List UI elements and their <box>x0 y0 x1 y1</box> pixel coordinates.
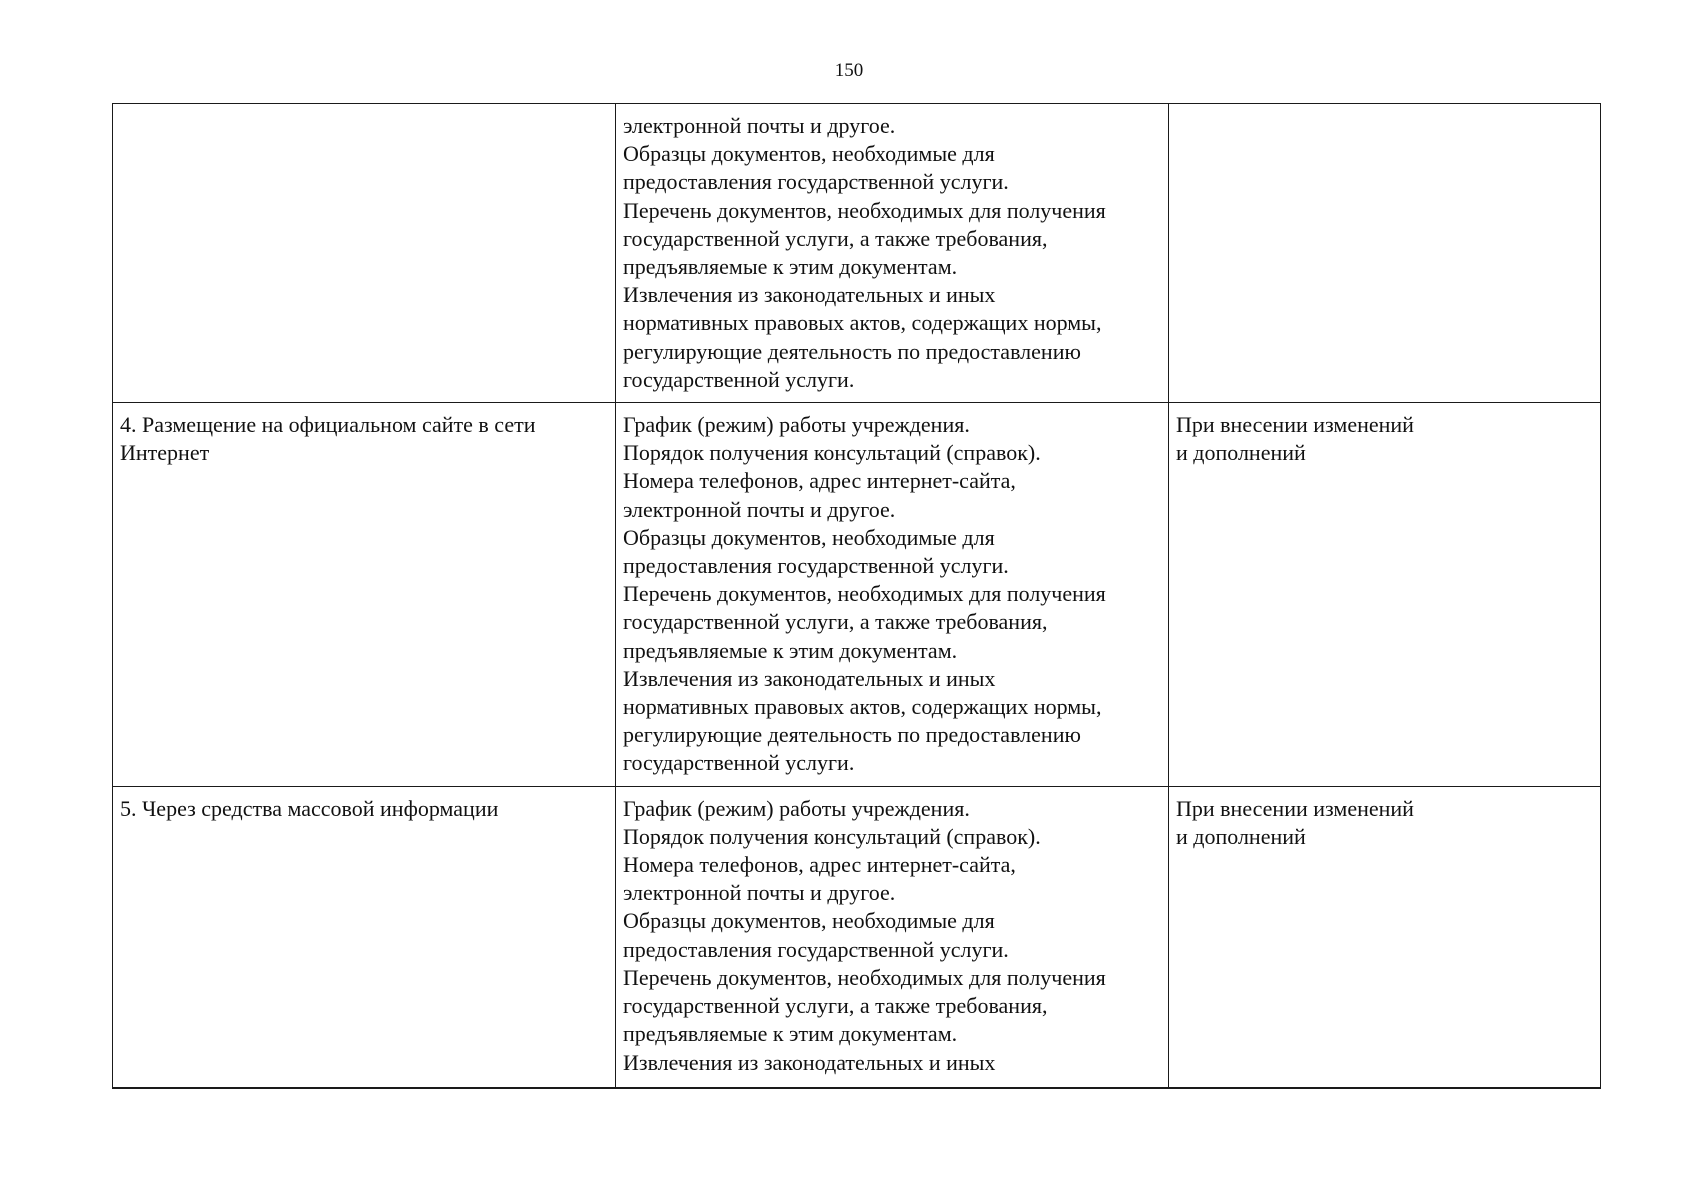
update-cell <box>1169 104 1601 403</box>
update-cell: При внесении изменений и дополнений <box>1169 786 1601 1088</box>
method-cell <box>113 104 616 403</box>
method-cell: 4. Размещение на официальном сайте в сети Интернет <box>113 403 616 787</box>
table-row <box>113 104 1601 403</box>
table-row <box>113 403 1601 787</box>
content-cell: электронной почты и другое. Образцы документов, необходимые для предоставления государственной услуги. Перечень документов, необходимых для получения государственной услуги, а также требования, предъявляемые к этим документам. Извлечения из законодательных и иных нормативных правовых актов, содержащих нормы, регулирующие деятельность по предоставлению государственной услуги. <box>616 104 1169 403</box>
information-table <box>112 103 1601 1089</box>
content-cell: График (режим) работы учреждения. Порядок получения консультаций (справок). Номера телефонов, адрес интернет-сайта, электронной почты и другое. Образцы документов, необходимые для предоставления государственной услуги. Перечень документов, необходимых для получения государственной услуги, а также требования, предъявляемые к этим документам. Извлечения из законодательных и иных <box>616 786 1169 1088</box>
table-row <box>113 786 1601 1088</box>
update-cell: При внесении изменений и дополнений <box>1169 403 1601 787</box>
page-number: 150 <box>834 60 864 81</box>
method-cell: 5. Через средства массовой информации <box>113 786 616 1088</box>
content-cell: График (режим) работы учреждения. Порядок получения консультаций (справок). Номера телефонов, адрес интернет-сайта, электронной почты и другое. Образцы документов, необходимые для предоставления государственной услуги. Перечень документов, необходимых для получения государственной услуги, а также требования, предъявляемые к этим документам. Извлечения из законодательных и иных нормативных правовых актов, содержащих нормы, регулирующие деятельность по предоставлению государственной услуги. <box>616 403 1169 787</box>
